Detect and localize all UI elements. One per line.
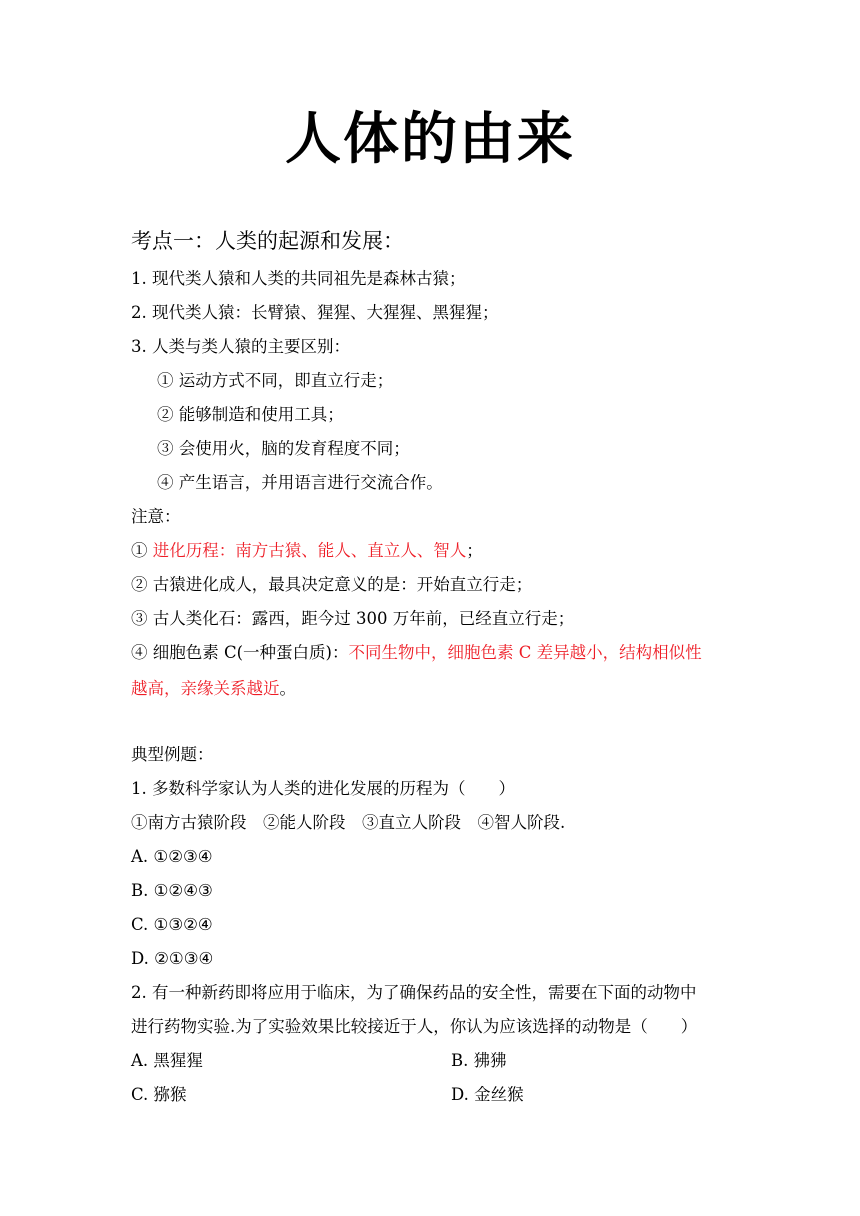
note-1-prefix: ① <box>131 541 153 560</box>
question-2-option-a: A. 黑猩猩 <box>131 1051 203 1070</box>
note-2: ② 古猿进化成人，最具决定意义的是：开始直立行走； <box>131 575 533 594</box>
point-item-2: 2. 现代类人猿：长臂猿、猩猩、大猩猩、黑猩猩； <box>131 303 499 322</box>
note-4-prefix: ④ 细胞色素 C(一种蛋白质)： <box>131 643 349 662</box>
note-4-suffix: 。 <box>279 679 296 698</box>
difference-item-3: ③ 会使用火，脑的发育程度不同； <box>157 439 410 458</box>
note-4-line-2 <box>131 677 296 701</box>
note-4-line-1 <box>131 641 702 665</box>
difference-item-4: ④ 产生语言，并用语言进行交流合作。 <box>157 473 443 492</box>
question-2-option-c: C. 猕猴 <box>131 1085 187 1104</box>
question-1-option-d: D. ②①③④ <box>131 949 214 968</box>
note-4-highlight-2: 越高，亲缘关系越近 <box>131 679 280 698</box>
note-1-highlight: 进化历程：南方古猿、能人、直立人、智人 <box>152 541 467 560</box>
question-1-option-a: A. ①②③④ <box>131 847 213 866</box>
question-2-option-b: B. 狒狒 <box>451 1051 507 1070</box>
question-2-stem-line-1: 2. 有一种新药即将应用于临床，为了确保药品的安全性，需要在下面的动物中 <box>131 983 697 1002</box>
notes-label: 注意： <box>131 507 181 526</box>
note-4-highlight-1: 不同生物中，细胞色素 C 差异越小，结构相似性 <box>348 643 702 662</box>
question-1-stages: ①南方古猿阶段 ②能人阶段 ③直立人阶段 ④智人阶段. <box>131 813 566 832</box>
question-2-option-d: D. 金丝猴 <box>451 1085 524 1104</box>
point-item-3: 3. 人类与类人猿的主要区别： <box>131 337 350 356</box>
question-1-stem: 1. 多数科学家认为人类的进化发展的历程为（ ） <box>131 779 515 798</box>
page-title: 人体的由来 <box>285 106 575 172</box>
note-1-suffix: ； <box>466 541 483 560</box>
note-3: ③ 古人类化石：露西，距今过 300 万年前，已经直立行走； <box>131 609 575 628</box>
difference-item-1: ① 运动方式不同，即直立行走； <box>157 371 394 390</box>
question-2-stem-line-2: 进行药物实验.为了实验效果比较接近于人，你认为应该选择的动物是（ ） <box>131 1017 698 1036</box>
question-1-option-c: C. ①③②④ <box>131 915 213 934</box>
question-1-option-b: B. ①②④③ <box>131 881 213 900</box>
point-item-1: 1. 现代类人猿和人类的共同祖先是森林古猿； <box>131 269 466 288</box>
difference-item-2: ② 能够制造和使用工具； <box>157 405 344 424</box>
examples-label: 典型例题： <box>131 745 214 764</box>
note-1 <box>131 539 483 563</box>
section-heading: 考点一：人类的起源和发展： <box>131 229 404 253</box>
